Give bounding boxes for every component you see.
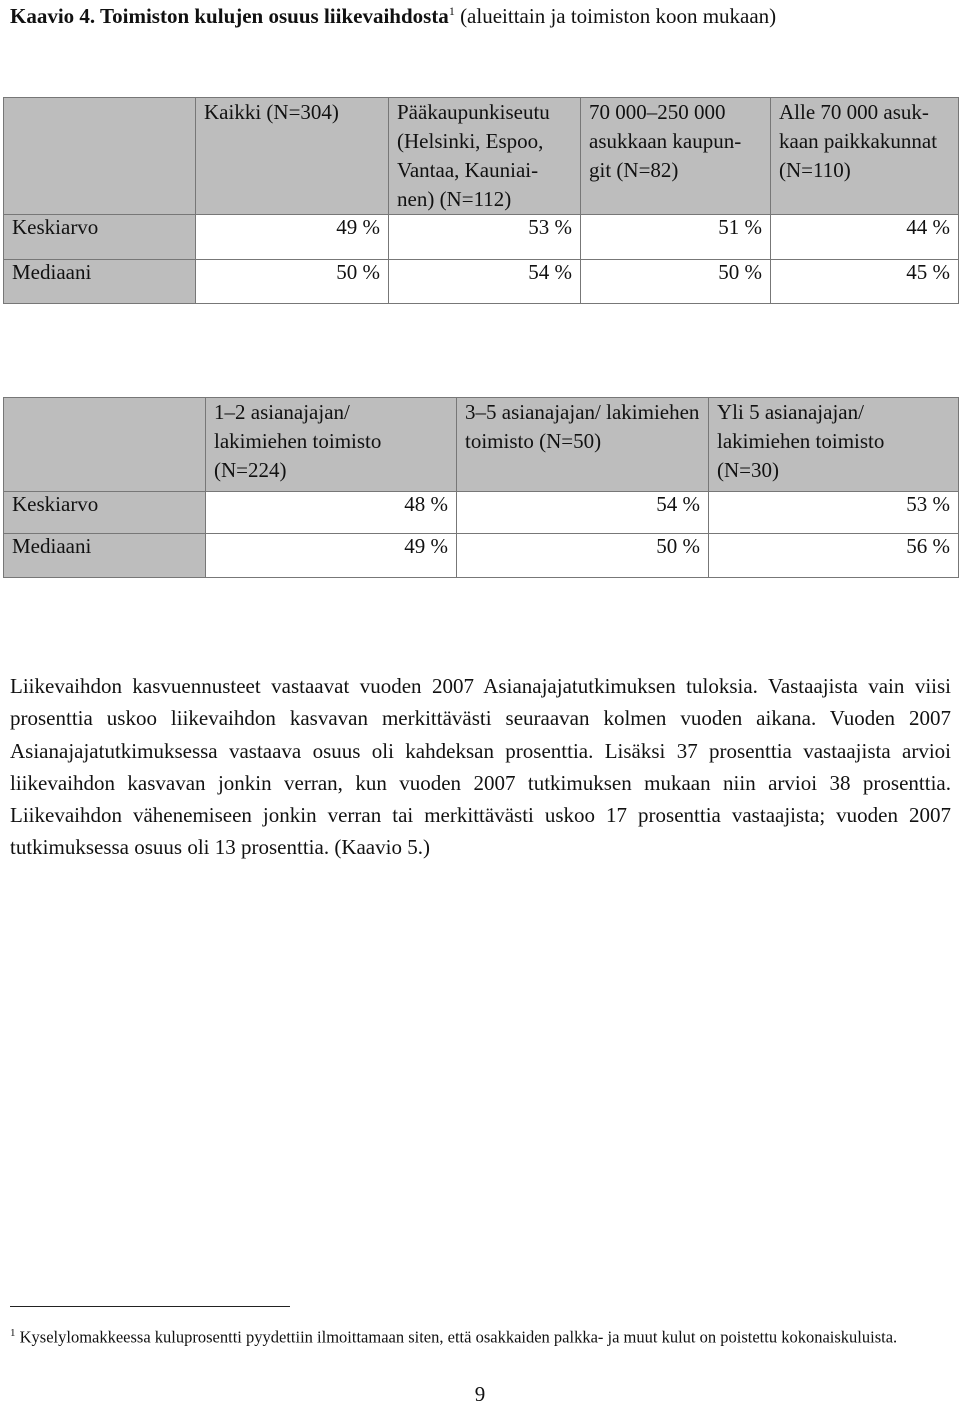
header-cell: Pääkaupunkiseutu (Helsinki, Espoo, Vantaa, Kauniai-nen) (N=112): [389, 98, 581, 215]
value-cell: 48 %: [206, 492, 457, 534]
value-cell: 53 %: [709, 492, 959, 534]
footnote-divider: [10, 1306, 290, 1307]
figure-title-bold: Kaavio 4. Toimiston kulujen osuus liikevaihdosta: [10, 4, 449, 28]
row-label: Mediaani: [4, 534, 206, 578]
value-cell: 50 %: [581, 260, 771, 304]
value-cell: 54 %: [389, 260, 581, 304]
footnote: [10, 1320, 955, 1351]
value-cell: 54 %: [457, 492, 709, 534]
region-table: [3, 97, 959, 304]
table-row: [4, 260, 959, 304]
value-cell: 44 %: [771, 215, 959, 260]
figure-title-rest: (alueittain ja toimiston koon mukaan): [454, 4, 777, 28]
footnote-text: Kyselylomakkeessa kuluprosentti pyydettiin ilmoittamaan siten, että osakkaiden palkka- ja muut kulut on poistettu kokonaiskuluista.: [15, 1327, 898, 1347]
value-cell: 45 %: [771, 260, 959, 304]
page-number: 9: [474, 1382, 486, 1406]
value-cell: 49 %: [206, 534, 457, 578]
value-cell: 50 %: [196, 260, 389, 304]
header-cell: Yli 5 asianajajan/ lakimiehen toimisto (N=30): [709, 398, 959, 492]
value-cell: 51 %: [581, 215, 771, 260]
table-row: [4, 215, 959, 260]
header-row: [4, 98, 959, 215]
corner-cell: [4, 398, 206, 492]
header-cell: 3–5 asianajajan/ lakimiehen toimisto (N=50): [457, 398, 709, 492]
header-cell: 70 000–250 000 asukkaan kaupun-git (N=82): [581, 98, 771, 215]
body-paragraph: Liikevaihdon kasvuennusteet vastaavat vuoden 2007 Asianajajatutkimuksen tuloksia. Vastaajista vain viisi prosenttia uskoo liikevaihdon kasvavan merkittävästi seuraavan kolmen vuoden aikana. Vuoden 2007 Asianajajatutkimuksessa vastaava osuus oli kahdeksan prosenttia. Lisäksi 37 prosenttia vastaajista arvioi liikevaihdon kasvavan jonkin verran, kun vuoden 2007 tutkimuksen mukaan niin arvioi 38 prosenttia. Liikevaihdon vähenemiseen jonkin verran tai merkittävästi uskoo 17 prosenttia vastaajista; vuoden 2007 tutkimuksessa osuus oli 13 prosenttia. (Kaavio 5.): [10, 674, 951, 860]
row-label: Keskiarvo: [4, 215, 196, 260]
table-row: [4, 534, 959, 578]
footnote-ref: 1: [448, 4, 455, 18]
corner-cell: [4, 98, 196, 215]
row-label: Mediaani: [4, 260, 196, 304]
value-cell: 50 %: [457, 534, 709, 578]
header-cell: Alle 70 000 asuk-kaan paikkakunnat (N=110): [771, 98, 959, 215]
header-cell: 1–2 asianajajan/ lakimiehen toimisto (N=224): [206, 398, 457, 492]
row-label: Keskiarvo: [4, 492, 206, 534]
header-cell: Kaikki (N=304): [196, 98, 389, 215]
header-row: [4, 398, 959, 492]
value-cell: 53 %: [389, 215, 581, 260]
value-cell: 49 %: [196, 215, 389, 260]
office-size-table: [3, 397, 959, 578]
value-cell: 56 %: [709, 534, 959, 578]
figure-title: [10, 4, 776, 29]
table-row: [4, 492, 959, 534]
footnote-marker: 1: [10, 1327, 16, 1339]
